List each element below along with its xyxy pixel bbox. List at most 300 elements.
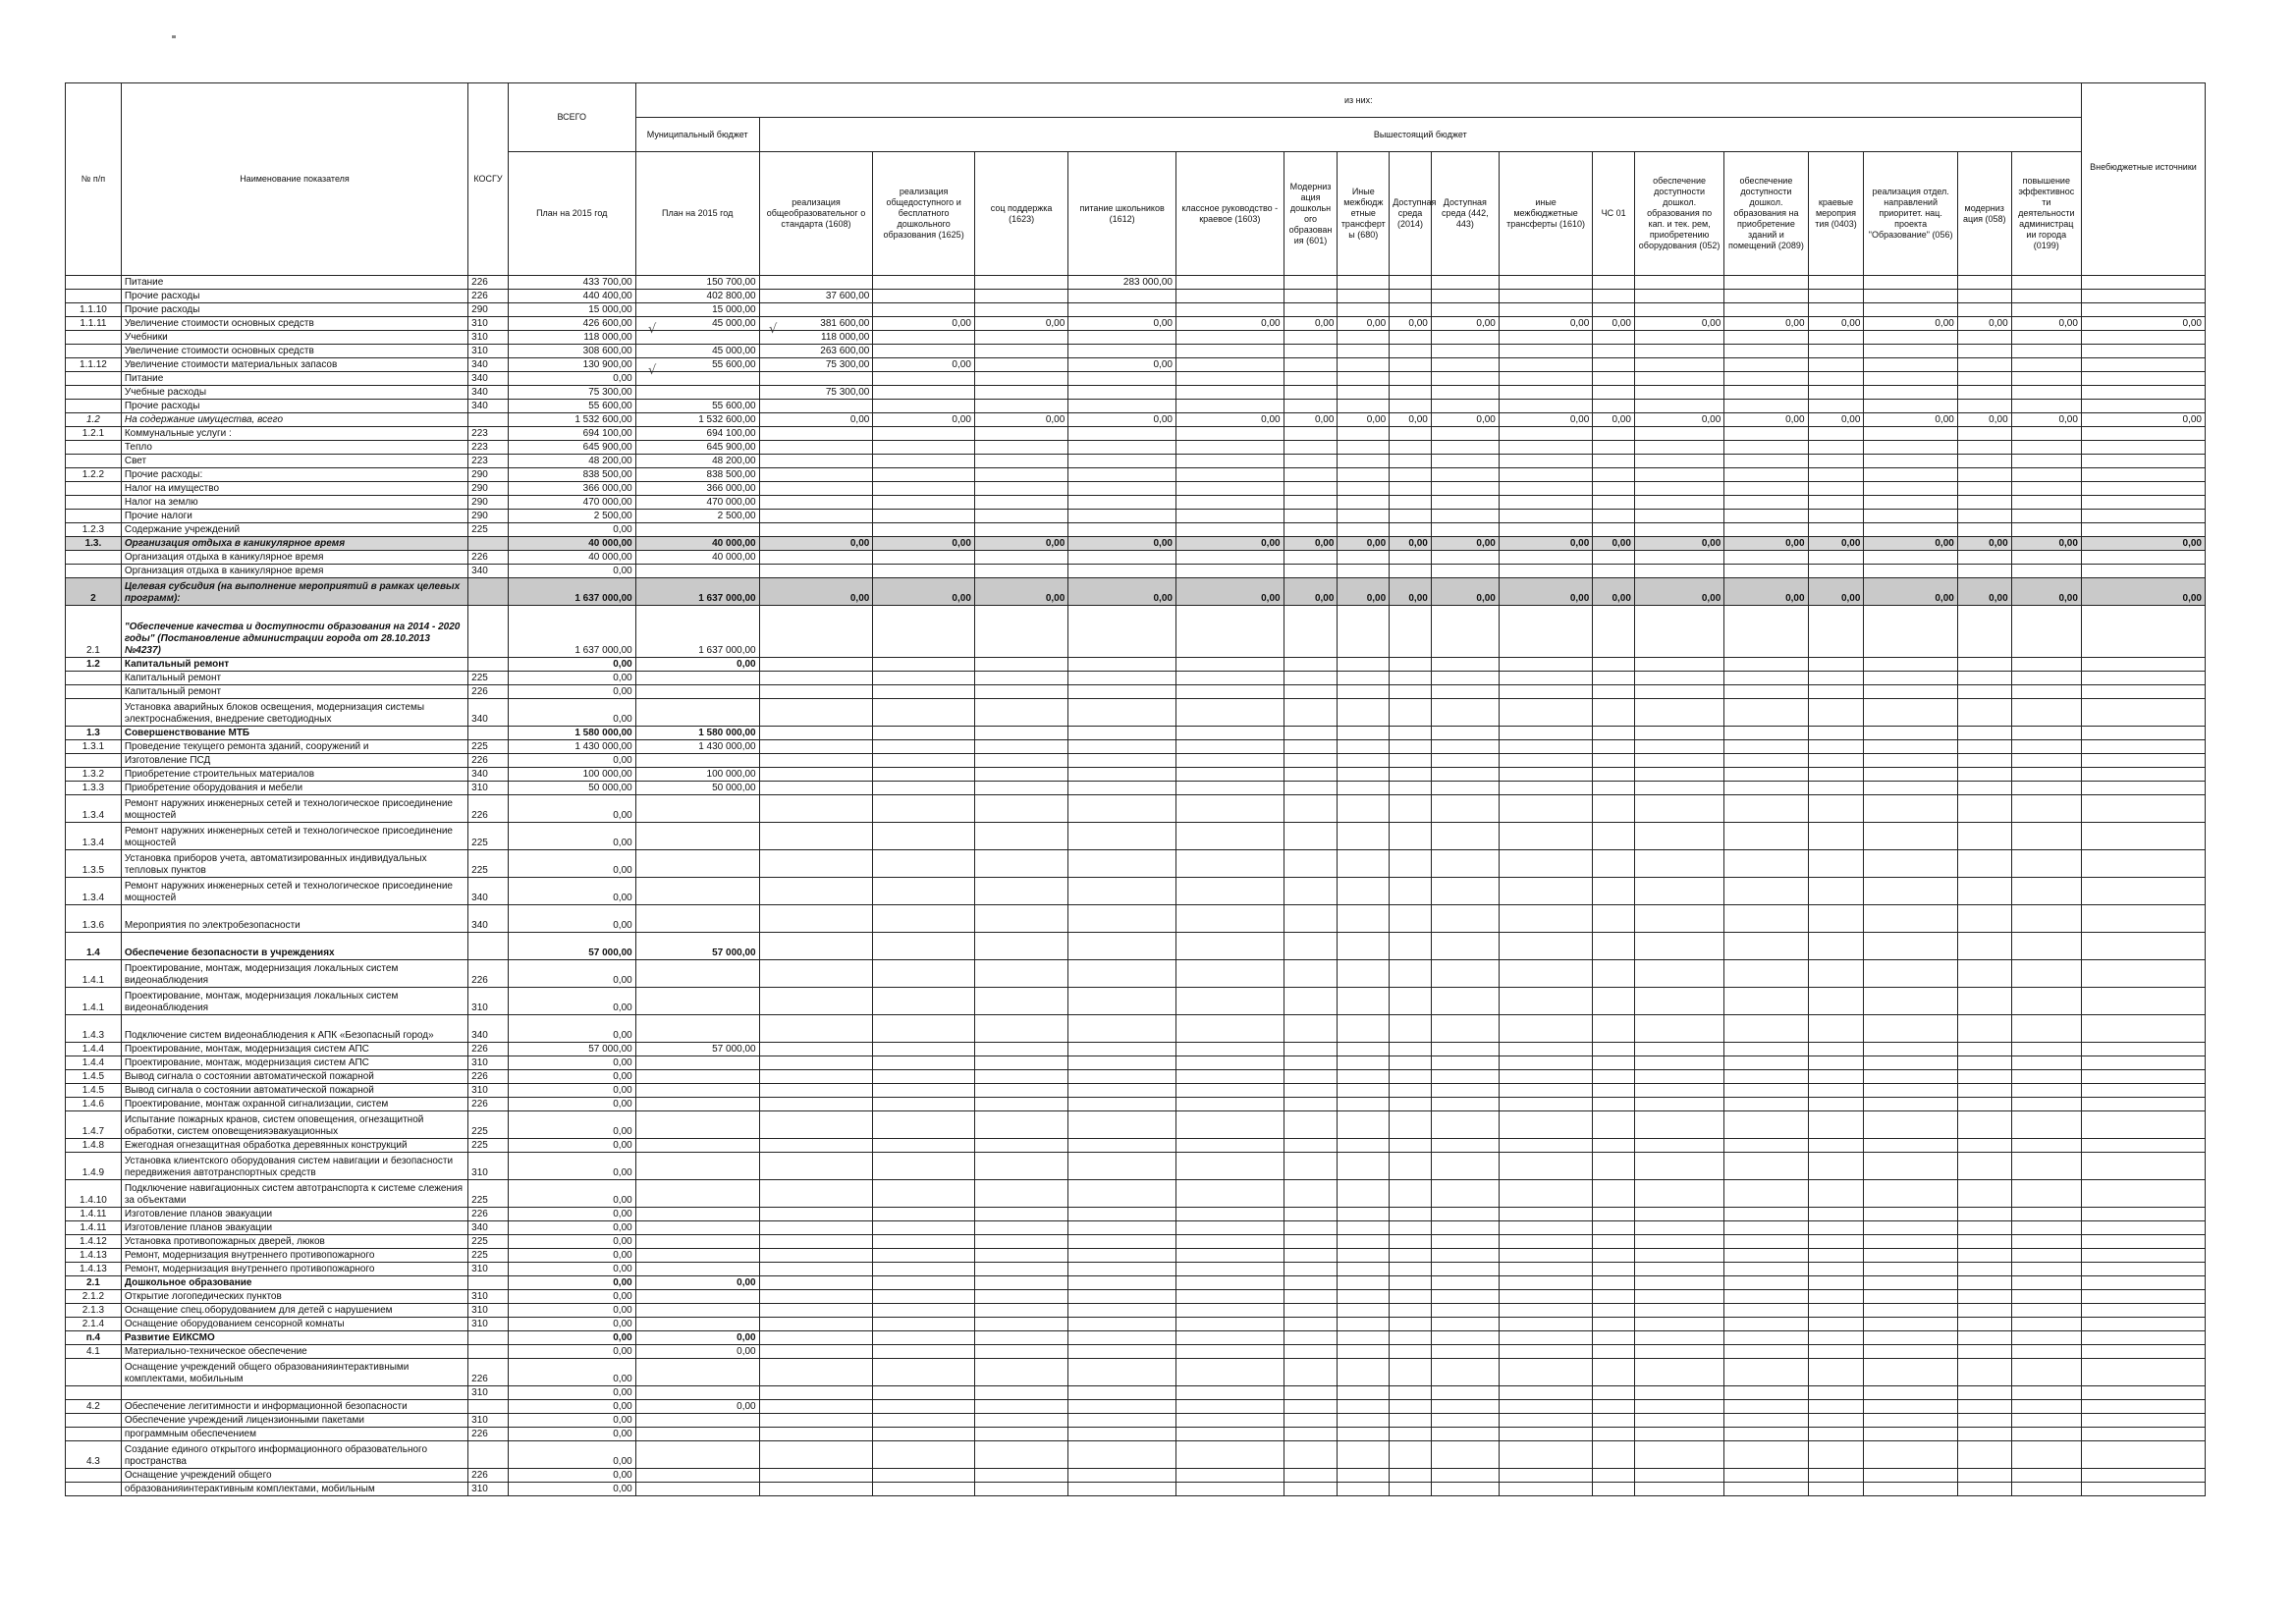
row-higher-value xyxy=(1175,672,1284,685)
row-higher-value xyxy=(873,1359,975,1386)
row-higher-value xyxy=(1284,1015,1338,1043)
row-higher-value xyxy=(1957,482,2011,496)
row-municipal xyxy=(635,1015,759,1043)
row-higher-value xyxy=(1499,823,1592,850)
row-higher-value xyxy=(1431,1084,1499,1098)
row-municipal: 402 800,00 xyxy=(635,290,759,303)
row-higher-value xyxy=(1175,754,1284,768)
col-header-offbudget: Внебюджетные источники xyxy=(2081,83,2205,276)
row-higher-value xyxy=(1634,823,1723,850)
row-higher-value xyxy=(1431,1386,1499,1400)
row-higher-value xyxy=(1593,482,1635,496)
row-higher-value xyxy=(1431,823,1499,850)
row-higher-value xyxy=(1724,672,1808,685)
row-higher-value xyxy=(1431,988,1499,1015)
row-number: 1.2 xyxy=(66,658,122,672)
row-higher-value: 0,00 xyxy=(1068,358,1176,372)
row-higher-value: 0,00 xyxy=(759,413,873,427)
row-name: Капитальный ремонт xyxy=(121,672,467,685)
row-higher-value xyxy=(1957,496,2011,510)
row-higher-value xyxy=(1724,1304,1808,1318)
row-higher-value xyxy=(1068,455,1176,468)
table-row xyxy=(66,358,2206,372)
row-higher-value xyxy=(1634,1469,1723,1483)
row-kosgu: 340 xyxy=(468,878,509,905)
row-higher-value xyxy=(1175,933,1284,960)
row-higher-value xyxy=(1390,523,1432,537)
row-higher-value xyxy=(1634,358,1723,372)
row-higher-value xyxy=(759,372,873,386)
row-higher-value xyxy=(1338,386,1390,400)
row-higher-value xyxy=(759,878,873,905)
row-higher-value xyxy=(1431,1153,1499,1180)
row-higher-value xyxy=(1499,510,1592,523)
row-total: 0,00 xyxy=(508,1084,635,1098)
row-higher-value: 0,00 xyxy=(2011,578,2081,606)
row-higher-value xyxy=(1499,1208,1592,1221)
row-municipal xyxy=(635,1098,759,1111)
row-higher-value xyxy=(1593,727,1635,740)
row-higher-value xyxy=(873,823,975,850)
row-higher-value xyxy=(1431,565,1499,578)
row-higher-value xyxy=(1499,358,1592,372)
row-higher-value xyxy=(1431,1111,1499,1139)
row-higher-value xyxy=(1593,960,1635,988)
row-higher-value xyxy=(1068,988,1176,1015)
row-name: Проектирование, монтаж, модернизация систем АПС xyxy=(121,1043,467,1056)
row-higher-value xyxy=(1593,740,1635,754)
row-number xyxy=(66,386,122,400)
row-higher-value xyxy=(1724,427,1808,441)
row-higher-value xyxy=(1390,1043,1432,1056)
row-higher-value xyxy=(873,672,975,685)
row-higher-value xyxy=(974,768,1067,782)
row-name: Подключение навигационных систем автотранспорта к системе слежения за объектами xyxy=(121,1180,467,1208)
row-higher-value xyxy=(1499,1111,1592,1139)
row-higher-value xyxy=(1284,672,1338,685)
row-offbudget xyxy=(2081,1139,2205,1153)
row-higher-value xyxy=(1175,1318,1284,1331)
row-higher-value xyxy=(1499,386,1592,400)
row-higher-value xyxy=(1593,1276,1635,1290)
row-higher-value xyxy=(1864,878,1957,905)
row-higher-value xyxy=(1175,331,1284,345)
row-higher-value xyxy=(1175,427,1284,441)
row-higher-value xyxy=(1808,782,1864,795)
row-higher-value xyxy=(1864,510,1957,523)
row-number: 2 xyxy=(66,578,122,606)
row-kosgu: 310 xyxy=(468,1263,509,1276)
row-higher-value xyxy=(974,1098,1067,1111)
row-higher-value xyxy=(1431,468,1499,482)
row-higher-value: 0,00 xyxy=(2011,317,2081,331)
row-higher-value xyxy=(873,1345,975,1359)
row-higher-value xyxy=(1390,768,1432,782)
row-higher-value xyxy=(1724,1345,1808,1359)
row-higher-value xyxy=(1284,303,1338,317)
row-higher-value xyxy=(1338,1414,1390,1428)
row-higher-value xyxy=(1634,400,1723,413)
row-higher-value xyxy=(1593,988,1635,1015)
row-higher-value xyxy=(1808,468,1864,482)
row-higher-value: 0,00 xyxy=(1068,413,1176,427)
row-kosgu: 340 xyxy=(468,768,509,782)
row-higher-value xyxy=(1499,1221,1592,1235)
row-higher-value xyxy=(873,1483,975,1496)
row-total: 50 000,00 xyxy=(508,782,635,795)
row-name: Ремонт наружних инженерных сетей и технологическое присоединение мощностей xyxy=(121,795,467,823)
row-higher-value xyxy=(1499,1441,1592,1469)
row-higher-value xyxy=(2011,933,2081,960)
table-row xyxy=(66,400,2206,413)
row-higher-value xyxy=(1499,303,1592,317)
row-kosgu: 310 xyxy=(468,1290,509,1304)
row-higher-value xyxy=(1499,1304,1592,1318)
row-higher-value xyxy=(1957,795,2011,823)
row-higher-value xyxy=(1431,1290,1499,1304)
row-higher-value xyxy=(1338,1345,1390,1359)
row-higher-value xyxy=(1957,1070,2011,1084)
row-higher-value xyxy=(759,905,873,933)
row-higher-value xyxy=(2011,276,2081,290)
row-higher-value xyxy=(1338,1263,1390,1276)
row-higher-value xyxy=(1634,1056,1723,1070)
row-total: 0,00 xyxy=(508,372,635,386)
row-higher-value xyxy=(1957,754,2011,768)
row-number: 1.4.13 xyxy=(66,1249,122,1263)
row-number: 1.1.11 xyxy=(66,317,122,331)
row-higher-value xyxy=(1957,1469,2011,1483)
row-higher-value xyxy=(1175,960,1284,988)
row-higher-value xyxy=(873,372,975,386)
row-number: 1.2.1 xyxy=(66,427,122,441)
row-higher-value xyxy=(873,1098,975,1111)
row-offbudget xyxy=(2081,496,2205,510)
row-municipal xyxy=(635,1290,759,1304)
row-name: программным обеспечением xyxy=(121,1428,467,1441)
row-higher-value xyxy=(1068,1084,1176,1098)
row-total: 694 100,00 xyxy=(508,427,635,441)
row-kosgu: 225 xyxy=(468,740,509,754)
row-higher-value xyxy=(1390,1249,1432,1263)
budget-table-sheet xyxy=(65,82,2206,1496)
row-municipal: 1 532 600,00 xyxy=(635,413,759,427)
row-offbudget xyxy=(2081,1153,2205,1180)
row-higher-value xyxy=(1068,850,1176,878)
table-row xyxy=(66,303,2206,317)
row-higher-value xyxy=(759,427,873,441)
row-higher-value xyxy=(1957,1345,2011,1359)
row-higher-value xyxy=(1593,1304,1635,1318)
row-higher-value xyxy=(1431,372,1499,386)
row-kosgu: 223 xyxy=(468,427,509,441)
row-higher-value xyxy=(1724,1290,1808,1304)
row-higher-value xyxy=(1390,795,1432,823)
row-higher-value xyxy=(1864,1180,1957,1208)
col-header-higher-0: реализация общеобразовательног о стандарта (1608) xyxy=(759,152,873,276)
row-higher-value: 0,00 xyxy=(974,578,1067,606)
row-higher-value xyxy=(1390,1235,1432,1249)
row-higher-value xyxy=(1175,1249,1284,1263)
row-higher-value xyxy=(1957,1208,2011,1221)
row-higher-value xyxy=(1634,276,1723,290)
row-higher-value xyxy=(1864,1441,1957,1469)
table-row xyxy=(66,823,2206,850)
row-higher-value xyxy=(1068,1221,1176,1235)
row-higher-value xyxy=(1338,565,1390,578)
row-higher-value xyxy=(759,1359,873,1386)
row-higher-value: 0,00 xyxy=(1431,578,1499,606)
row-higher-value xyxy=(1634,782,1723,795)
row-higher-value xyxy=(1175,988,1284,1015)
row-total: 0,00 xyxy=(508,1441,635,1469)
row-total: 366 000,00 xyxy=(508,482,635,496)
row-higher-value xyxy=(1390,960,1432,988)
row-higher-value xyxy=(1634,754,1723,768)
row-higher-value xyxy=(1284,551,1338,565)
row-kosgu xyxy=(468,1331,509,1345)
row-higher-value: 0,00 xyxy=(1390,317,1432,331)
row-total: 0,00 xyxy=(508,1208,635,1221)
row-higher-value xyxy=(1284,1208,1338,1221)
row-higher-value xyxy=(974,386,1067,400)
row-higher-value xyxy=(1499,988,1592,1015)
row-higher-value xyxy=(1864,1221,1957,1235)
row-total: 130 900,00 xyxy=(508,358,635,372)
row-higher-value xyxy=(873,1428,975,1441)
row-higher-value xyxy=(1593,768,1635,782)
row-higher-value xyxy=(1499,1290,1592,1304)
row-higher-value xyxy=(1957,672,2011,685)
row-higher-value xyxy=(1593,1483,1635,1496)
row-higher-value xyxy=(1068,1318,1176,1331)
row-kosgu xyxy=(468,1345,509,1359)
row-higher-value xyxy=(1724,1263,1808,1276)
row-higher-value xyxy=(1634,1249,1723,1263)
table-row xyxy=(66,468,2206,482)
row-kosgu: 310 xyxy=(468,331,509,345)
row-higher-value xyxy=(1284,1111,1338,1139)
row-higher-value xyxy=(2011,1386,2081,1400)
row-total: 0,00 xyxy=(508,1359,635,1386)
row-higher-value xyxy=(1724,1469,1808,1483)
row-higher-value xyxy=(1390,565,1432,578)
row-higher-value xyxy=(1068,1235,1176,1249)
row-higher-value: 0,00 xyxy=(1175,413,1284,427)
row-higher-value xyxy=(1864,1043,1957,1056)
row-higher-value xyxy=(2011,960,2081,988)
row-higher-value xyxy=(1068,1098,1176,1111)
row-higher-value xyxy=(2011,551,2081,565)
table-row xyxy=(66,988,2206,1015)
row-higher-value xyxy=(1864,782,1957,795)
row-name: Вывод сигнала о состоянии автоматической пожарной xyxy=(121,1070,467,1084)
row-higher-value xyxy=(1634,1441,1723,1469)
row-higher-value xyxy=(1864,468,1957,482)
row-higher-value: 0,00 xyxy=(873,317,975,331)
row-higher-value xyxy=(1338,1235,1390,1249)
row-kosgu: 290 xyxy=(468,510,509,523)
row-higher-value xyxy=(1499,482,1592,496)
row-higher-value xyxy=(1724,850,1808,878)
table-row xyxy=(66,740,2206,754)
row-total: 0,00 xyxy=(508,1345,635,1359)
row-higher-value: 0,00 xyxy=(1634,537,1723,551)
table-row xyxy=(66,1483,2206,1496)
row-higher-value xyxy=(873,441,975,455)
row-higher-value xyxy=(1724,551,1808,565)
row-higher-value xyxy=(1068,427,1176,441)
row-higher-value xyxy=(1068,1428,1176,1441)
row-higher-value xyxy=(1864,386,1957,400)
row-higher-value xyxy=(873,1441,975,1469)
row-higher-value: 0,00 xyxy=(1068,578,1176,606)
row-higher-value xyxy=(1284,510,1338,523)
row-offbudget xyxy=(2081,850,2205,878)
row-higher-value xyxy=(1808,455,1864,468)
table-row xyxy=(66,1098,2206,1111)
row-higher-value xyxy=(759,441,873,455)
row-municipal xyxy=(635,1318,759,1331)
row-higher-value xyxy=(974,496,1067,510)
row-name: Мероприятия по электробезопасности xyxy=(121,905,467,933)
row-higher-value xyxy=(1957,1428,2011,1441)
row-higher-value xyxy=(1808,1318,1864,1331)
row-number xyxy=(66,331,122,345)
row-higher-value xyxy=(1499,1043,1592,1056)
row-municipal xyxy=(635,1469,759,1483)
table-body xyxy=(66,276,2206,1496)
row-higher-value xyxy=(1390,1359,1432,1386)
row-higher-value xyxy=(1431,1180,1499,1208)
row-name: Открытие логопедических пунктов xyxy=(121,1290,467,1304)
row-kosgu: 340 xyxy=(468,372,509,386)
row-kosgu: 226 xyxy=(468,754,509,768)
row-higher-value xyxy=(1284,727,1338,740)
row-name: Изготовление планов эвакуации xyxy=(121,1208,467,1221)
row-higher-value xyxy=(1808,1043,1864,1056)
row-higher-value xyxy=(1175,1428,1284,1441)
row-kosgu: 290 xyxy=(468,496,509,510)
row-higher-value xyxy=(1957,1483,2011,1496)
table-row xyxy=(66,331,2206,345)
row-higher-value xyxy=(1499,345,1592,358)
row-higher-value xyxy=(1864,850,1957,878)
row-higher-value xyxy=(1431,1400,1499,1414)
row-higher-value xyxy=(1431,1043,1499,1056)
row-higher-value xyxy=(1338,441,1390,455)
row-higher-value xyxy=(1431,727,1499,740)
row-higher-value xyxy=(1724,276,1808,290)
row-higher-value xyxy=(2011,1441,2081,1469)
row-number: 2.1 xyxy=(66,606,122,658)
row-higher-value xyxy=(1431,482,1499,496)
row-higher-value xyxy=(759,565,873,578)
row-number xyxy=(66,1469,122,1483)
row-offbudget xyxy=(2081,510,2205,523)
row-offbudget: 0,00 xyxy=(2081,578,2205,606)
row-higher-value xyxy=(1338,754,1390,768)
row-number: 1.4.13 xyxy=(66,1263,122,1276)
row-higher-value xyxy=(1338,1318,1390,1331)
row-higher-value xyxy=(1390,685,1432,699)
row-higher-value xyxy=(873,699,975,727)
row-higher-value xyxy=(1593,1318,1635,1331)
row-higher-value xyxy=(974,1414,1067,1428)
row-higher-value xyxy=(873,754,975,768)
row-higher-value xyxy=(759,1345,873,1359)
row-higher-value xyxy=(1634,850,1723,878)
row-higher-value xyxy=(1864,1290,1957,1304)
row-higher-value xyxy=(1864,1098,1957,1111)
row-higher-value xyxy=(1724,1483,1808,1496)
row-kosgu: 226 xyxy=(468,551,509,565)
row-higher-value xyxy=(1808,372,1864,386)
row-higher-value xyxy=(1499,1400,1592,1414)
row-higher-value xyxy=(1338,658,1390,672)
row-higher-value xyxy=(1068,1386,1176,1400)
row-higher-value xyxy=(1175,551,1284,565)
row-kosgu: 310 xyxy=(468,1318,509,1331)
row-higher-value xyxy=(873,1139,975,1153)
row-higher-value xyxy=(974,606,1067,658)
row-offbudget xyxy=(2081,441,2205,455)
row-higher-value: 0,00 xyxy=(873,413,975,427)
row-name: Оснащение учреждений общего xyxy=(121,1469,467,1483)
table-row xyxy=(66,606,2206,658)
row-higher-value xyxy=(1284,699,1338,727)
row-higher-value xyxy=(1593,496,1635,510)
row-higher-value xyxy=(1284,482,1338,496)
col-header-higher-2: соц поддержка (1623) xyxy=(974,152,1067,276)
row-higher-value xyxy=(1593,331,1635,345)
row-higher-value xyxy=(1499,1015,1592,1043)
row-total: 440 400,00 xyxy=(508,290,635,303)
row-higher-value xyxy=(1284,1469,1338,1483)
row-higher-value xyxy=(873,1015,975,1043)
row-higher-value xyxy=(1864,740,1957,754)
row-higher-value xyxy=(974,290,1067,303)
row-higher-value xyxy=(974,1290,1067,1304)
table-row xyxy=(66,1139,2206,1153)
row-municipal xyxy=(635,1180,759,1208)
row-higher-value xyxy=(1593,1056,1635,1070)
row-number: 1.2 xyxy=(66,413,122,427)
row-municipal xyxy=(635,1249,759,1263)
row-higher-value xyxy=(1431,1263,1499,1276)
check-mark-icon: √ xyxy=(648,322,657,337)
row-total: 0,00 xyxy=(508,1098,635,1111)
row-total: 15 000,00 xyxy=(508,303,635,317)
row-higher-value xyxy=(1634,496,1723,510)
row-higher-value xyxy=(974,699,1067,727)
row-higher-value xyxy=(2011,1483,2081,1496)
row-total: 0,00 xyxy=(508,1400,635,1414)
row-total: 0,00 xyxy=(508,823,635,850)
row-offbudget xyxy=(2081,1331,2205,1345)
row-higher-value xyxy=(1724,523,1808,537)
row-offbudget xyxy=(2081,1304,2205,1318)
table-row xyxy=(66,1386,2206,1400)
row-municipal xyxy=(635,1056,759,1070)
row-higher-value xyxy=(1634,441,1723,455)
col-header-total: ВСЕГО xyxy=(508,83,635,152)
row-total: 0,00 xyxy=(508,1070,635,1084)
row-higher-value xyxy=(1068,510,1176,523)
row-higher-value xyxy=(873,795,975,823)
row-higher-value xyxy=(2011,1331,2081,1345)
row-higher-value: 0,00 xyxy=(974,413,1067,427)
